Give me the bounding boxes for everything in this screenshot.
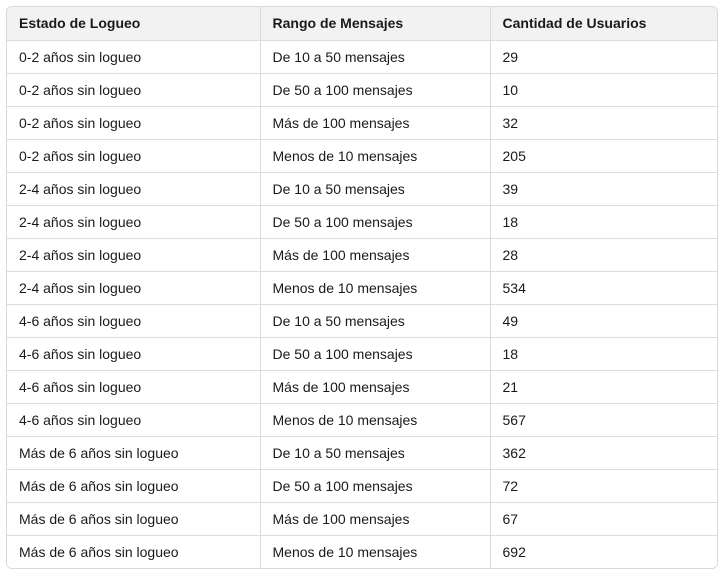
cell-cantidad: 18 xyxy=(490,205,717,238)
cell-estado: 4-6 años sin logueo xyxy=(7,370,260,403)
cell-rango: De 10 a 50 mensajes xyxy=(260,436,490,469)
cell-estado: 0-2 años sin logueo xyxy=(7,139,260,172)
table-row xyxy=(7,238,717,271)
cell-cantidad: 18 xyxy=(490,337,717,370)
cell-rango: Menos de 10 mensajes xyxy=(260,271,490,304)
cell-rango: Más de 100 mensajes xyxy=(260,370,490,403)
cell-rango: De 50 a 100 mensajes xyxy=(260,337,490,370)
cell-estado: Más de 6 años sin logueo xyxy=(7,469,260,502)
cell-rango: De 10 a 50 mensajes xyxy=(260,172,490,205)
cell-cantidad: 32 xyxy=(490,106,717,139)
table-row xyxy=(7,271,717,304)
cell-cantidad: 72 xyxy=(490,469,717,502)
cell-cantidad: 10 xyxy=(490,73,717,106)
cell-estado: 0-2 años sin logueo xyxy=(7,40,260,73)
table-row xyxy=(7,403,717,436)
table-row xyxy=(7,106,717,139)
column-header-estado-de-logueo: Estado de Logueo xyxy=(7,7,260,40)
table-row xyxy=(7,502,717,535)
cell-rango: Más de 100 mensajes xyxy=(260,106,490,139)
table-row xyxy=(7,469,717,502)
cell-estado: Más de 6 años sin logueo xyxy=(7,535,260,568)
cell-rango: De 10 a 50 mensajes xyxy=(260,40,490,73)
table-body xyxy=(7,40,717,568)
column-header-cantidad-de-usuarios: Cantidad de Usuarios xyxy=(490,7,717,40)
cell-cantidad: 67 xyxy=(490,502,717,535)
cell-rango: De 10 a 50 mensajes xyxy=(260,304,490,337)
cell-cantidad: 28 xyxy=(490,238,717,271)
table-row xyxy=(7,337,717,370)
table-row xyxy=(7,535,717,568)
cell-cantidad: 49 xyxy=(490,304,717,337)
cell-cantidad: 534 xyxy=(490,271,717,304)
cell-estado: 4-6 años sin logueo xyxy=(7,304,260,337)
cell-estado: Más de 6 años sin logueo xyxy=(7,436,260,469)
table-row xyxy=(7,370,717,403)
cell-rango: Menos de 10 mensajes xyxy=(260,535,490,568)
cell-cantidad: 362 xyxy=(490,436,717,469)
cell-estado: 2-4 años sin logueo xyxy=(7,205,260,238)
data-table-container xyxy=(6,6,718,569)
cell-estado: 4-6 años sin logueo xyxy=(7,403,260,436)
cell-cantidad: 692 xyxy=(490,535,717,568)
table-row xyxy=(7,40,717,73)
cell-estado: Más de 6 años sin logueo xyxy=(7,502,260,535)
cell-estado: 2-4 años sin logueo xyxy=(7,271,260,304)
cell-estado: 2-4 años sin logueo xyxy=(7,172,260,205)
cell-cantidad: 29 xyxy=(490,40,717,73)
cell-rango: Más de 100 mensajes xyxy=(260,238,490,271)
column-header-rango-de-mensajes: Rango de Mensajes xyxy=(260,7,490,40)
table-row xyxy=(7,205,717,238)
cell-estado: 0-2 años sin logueo xyxy=(7,106,260,139)
table-row xyxy=(7,436,717,469)
table-row xyxy=(7,73,717,106)
table-row xyxy=(7,139,717,172)
cell-estado: 4-6 años sin logueo xyxy=(7,337,260,370)
cell-rango: De 50 a 100 mensajes xyxy=(260,73,490,106)
table-row xyxy=(7,304,717,337)
cell-rango: De 50 a 100 mensajes xyxy=(260,205,490,238)
cell-rango: Más de 100 mensajes xyxy=(260,502,490,535)
cell-rango: Menos de 10 mensajes xyxy=(260,139,490,172)
users-by-login-status-table xyxy=(7,7,717,568)
table-header xyxy=(7,7,717,40)
header-row xyxy=(7,7,717,40)
cell-cantidad: 39 xyxy=(490,172,717,205)
cell-rango: De 50 a 100 mensajes xyxy=(260,469,490,502)
cell-rango: Menos de 10 mensajes xyxy=(260,403,490,436)
cell-estado: 2-4 años sin logueo xyxy=(7,238,260,271)
cell-cantidad: 567 xyxy=(490,403,717,436)
table-row xyxy=(7,172,717,205)
cell-cantidad: 21 xyxy=(490,370,717,403)
cell-cantidad: 205 xyxy=(490,139,717,172)
cell-estado: 0-2 años sin logueo xyxy=(7,73,260,106)
